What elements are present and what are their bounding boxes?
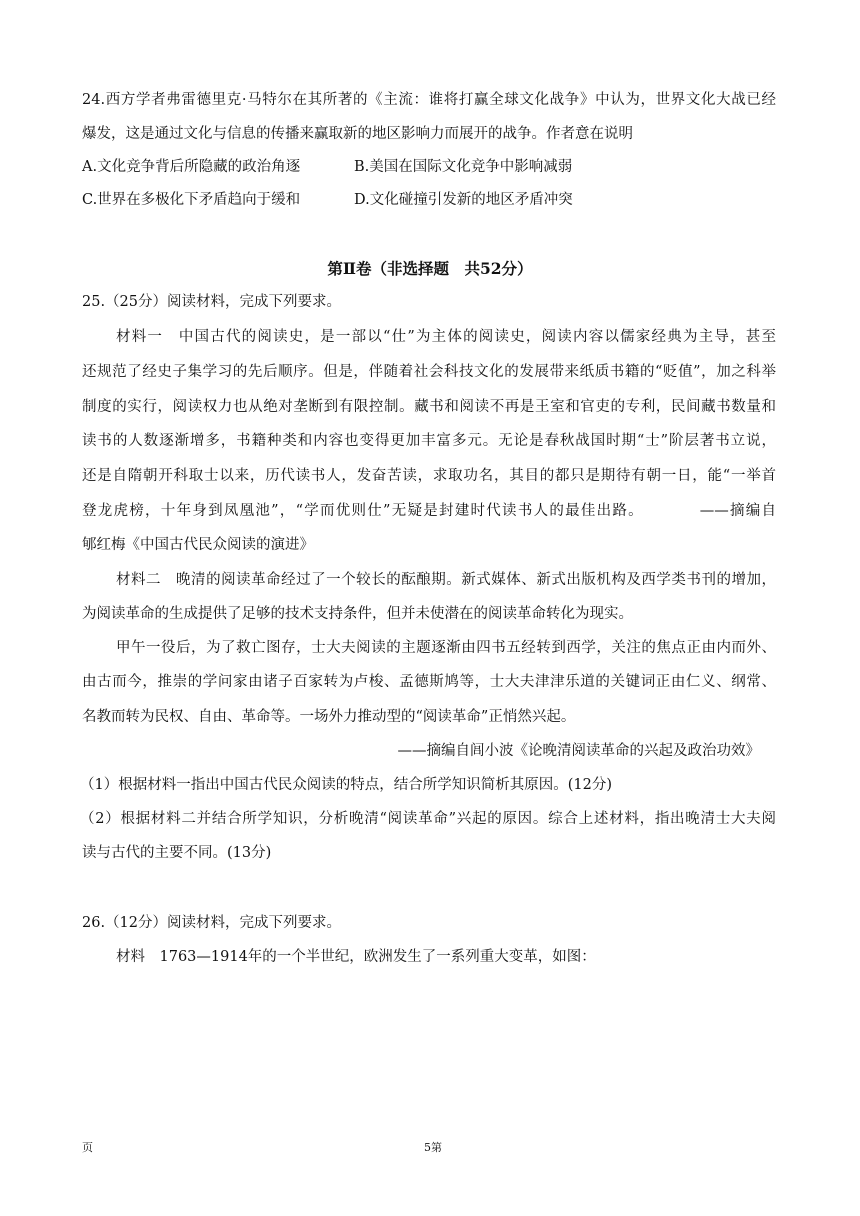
q24-option-d: D.文化碰撞引发新的地区矛盾冲突: [354, 192, 573, 208]
q25-material1-line: 登龙虎榜，十年身到凤凰池”，“学而优则仕”无疑是封建时代读书人的最佳出路。 ——摘编自: [82, 503, 776, 519]
q25-question1: （1）根据材料一指出中国古代民众阅读的特点，结合所学知识简析其原因。(12分): [80, 777, 612, 793]
q24-option-b: B.美国在国际文化竞争中影响减弱: [354, 159, 573, 175]
q25-question2-line1: （2）根据材料二并结合所学知识，分析晚清“阅读革命”兴起的原因。综合上述材料，指出晚清士大夫阅: [80, 811, 776, 827]
section-title: 第Ⅱ卷（非选择题 共52分）: [327, 259, 533, 278]
q25-material2-line: 甲午一役后，为了救亡图存，士大夫阅读的主题逐渐由四书五经转到西学，关注的焦点正由内而外、: [116, 640, 776, 656]
page-number: 5第: [424, 1141, 442, 1154]
q25-material2-line: 材料二 晚清的阅读革命经过了一个较长的酝酿期。新式媒体、新式出版机构及西学类书刊的增加，: [116, 572, 776, 588]
q24-option-a: A.文化竞争背后所隐藏的政治角逐: [82, 159, 301, 175]
q25-material1-line: 还是自隋朝开科取士以来，历代读书人，发奋苦读，求取功名，其目的都只是期待有朝一日，能“一举首: [82, 468, 776, 484]
q24-stem-line2: 爆发，这是通过文化与信息的传播来赢取新的地区影响力而展开的战争。作者意在说明: [82, 126, 633, 142]
footer-left: 页: [82, 1141, 93, 1154]
q25-material1-line: 材料一 中国古代的阅读史，是一部以“仕”为主体的阅读史，阅读内容以儒家经典为主导，甚至: [116, 329, 776, 345]
q25-material1-line: 还规范了经史子集学习的先后顺序。但是，伴随着社会科技文化的发展带来纸质书籍的“贬值”，加之科举: [82, 364, 776, 380]
q25-material2-line: 为阅读革命的生成提供了足够的技术支持条件，但并未使潜在的阅读革命转化为现实。: [82, 606, 633, 622]
q24-stem-line1: 24.西方学者弗雷德里克·马特尔在其所著的《主流：谁将打赢全球文化战争》中认为，世界文化大战已经: [82, 92, 776, 108]
q25-material1-line: 读书的人数逐渐增多，书籍种类和内容也变得更加丰富多元。无论是春秋战国时期“士”阶层著书立说，: [82, 433, 776, 449]
q25-material2-source: ——摘编自闾小波《论晚清阅读革命的兴起及政治功效》: [397, 743, 760, 759]
q25-material1-source: 郇红梅《中国古代民众阅读的演进》: [82, 537, 314, 553]
q25-material2-line: 名教而转为民权、自由、革命等。一场外力推动型的“阅读革命”正悄然兴起。: [82, 709, 576, 725]
q26-stem: 26.（12分）阅读材料，完成下列要求。: [82, 915, 342, 931]
q25-material2-line: 由古而今，推崇的学问家由诸子百家转为卢梭、孟德斯鸠等，士大夫津津乐道的关键词正由仁义、纲常、: [82, 674, 776, 690]
q25-stem: 25.（25分）阅读材料，完成下列要求。: [82, 294, 342, 310]
q24-option-c: C.世界在多极化下矛盾趋向于缓和: [82, 192, 301, 208]
q25-material1-line: 制度的实行，阅读权力也从绝对垄断到有限控制。藏书和阅读不再是王室和官吏的专利，民间藏书数量和: [82, 399, 776, 415]
q25-question2-line2: 读与古代的主要不同。(13分): [82, 845, 272, 861]
q26-material: 材料 1763—1914年的一个半世纪，欧洲发生了一系列重大变革，如图：: [116, 949, 596, 965]
